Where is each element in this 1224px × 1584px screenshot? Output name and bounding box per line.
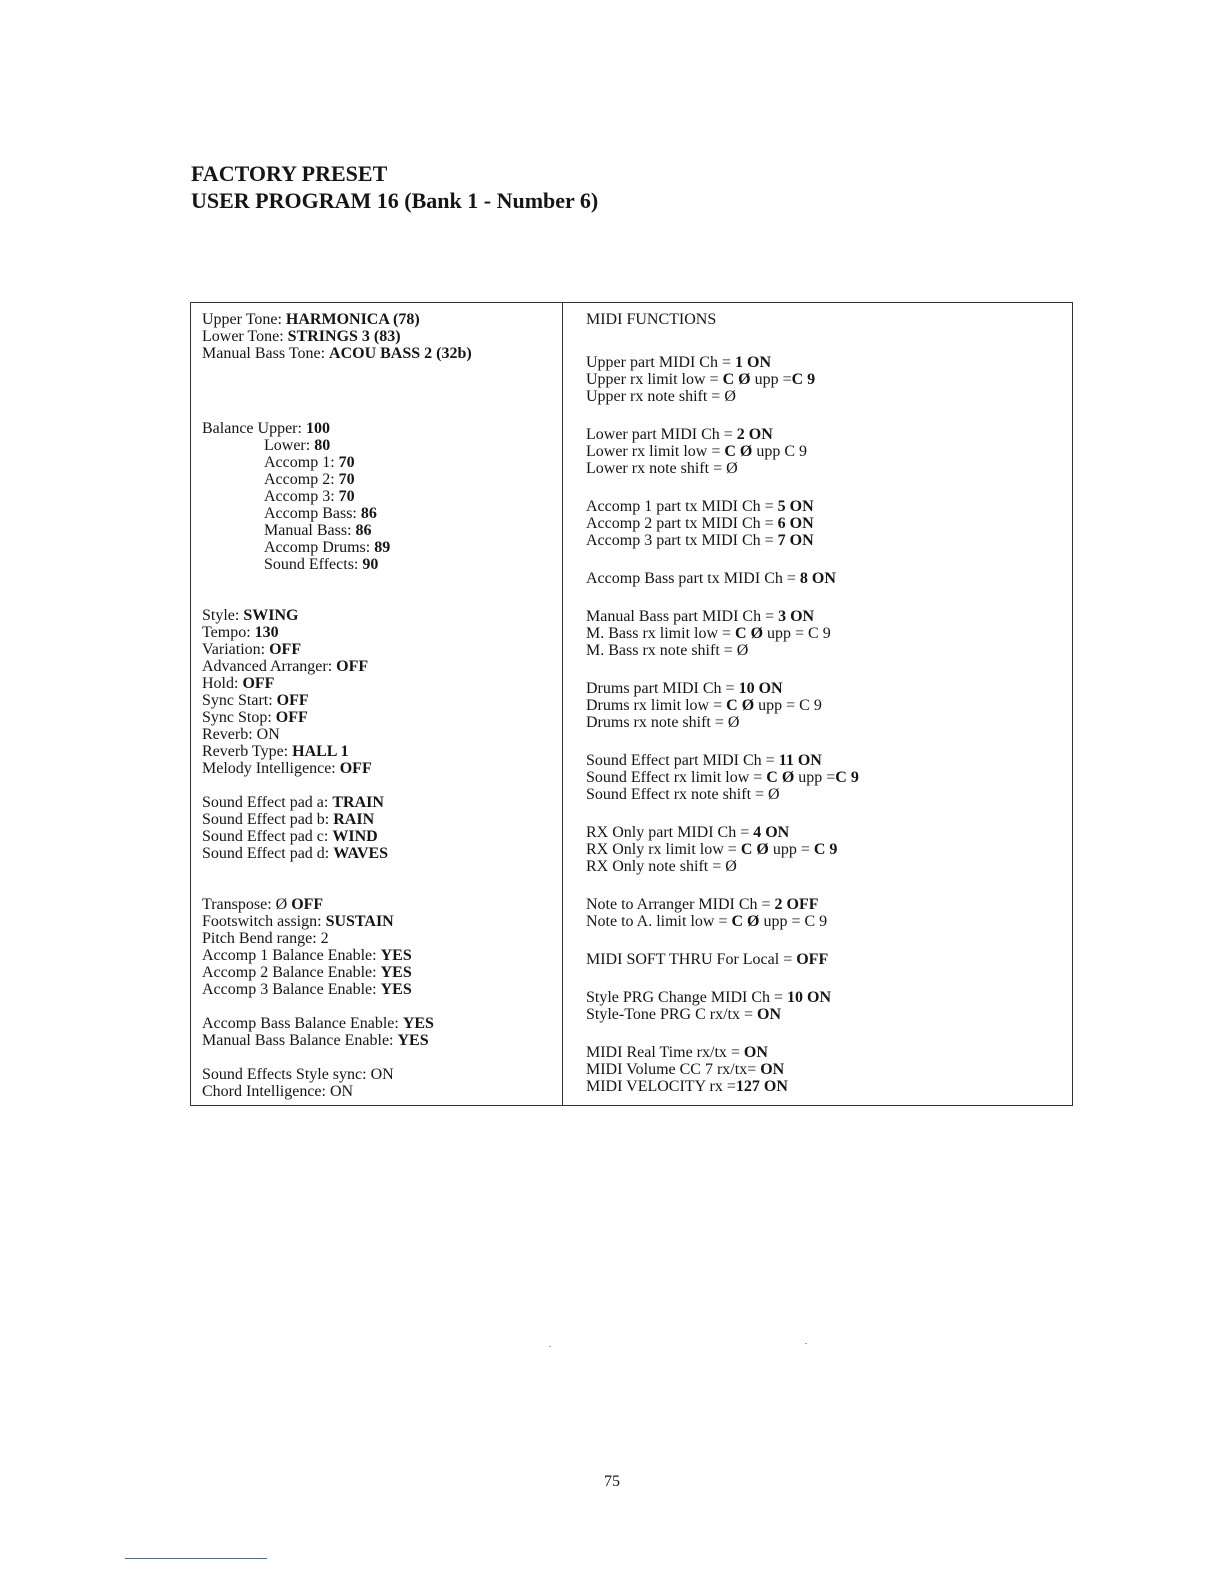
balance-group [202, 420, 472, 573]
lower-midi-group [586, 426, 859, 477]
title-line-1: FACTORY PRESET [191, 161, 388, 186]
setting-row: Sound Effect pad c: WIND [202, 828, 378, 845]
misc-group [202, 896, 472, 998]
setting-row: Lower: 80 [264, 437, 331, 454]
midi-row: M. Bass rx note shift = Ø [586, 642, 749, 659]
setting-row: Manual Bass Tone: ACOU BASS 2 (32b) [202, 345, 472, 362]
soft-thru-group [586, 951, 859, 968]
setting-row: Lower Tone: STRINGS 3 (83) [202, 328, 401, 345]
rx-only-midi-group [586, 824, 859, 875]
setting-row: Sync Start: OFF [202, 692, 309, 709]
midi-row: Sound Effect rx note shift = Ø [586, 786, 780, 803]
setting-row: Reverb: ON [202, 726, 280, 743]
scan-speck [549, 1346, 551, 1347]
setting-row: Manual Bass Balance Enable: YES [202, 1032, 429, 1049]
setting-row: Advanced Arranger: OFF [202, 658, 369, 675]
midi-row: Manual Bass part MIDI Ch = 3 ON [586, 608, 815, 625]
midi-row: Style PRG Change MIDI Ch = 10 ON [586, 989, 832, 1006]
setting-row: Tempo: 130 [202, 624, 279, 641]
tones-group [202, 311, 472, 362]
page-title [191, 160, 598, 214]
accomp-midi-group [586, 498, 859, 549]
setting-row: Sound Effects Style sync: ON [202, 1066, 394, 1083]
setting-row: Variation: OFF [202, 641, 302, 658]
manual-bass-midi-group [586, 608, 859, 659]
setting-row: Hold: OFF [202, 675, 275, 692]
bass-enable-group [202, 1015, 472, 1049]
midi-row: Style-Tone PRG C rx/tx = ON [586, 1006, 782, 1023]
midi-row: Lower part MIDI Ch = 2 ON [586, 426, 773, 443]
setting-row: Reverb Type: HALL 1 [202, 743, 349, 760]
setting-row: Upper Tone: HARMONICA (78) [202, 311, 420, 328]
midi-row: RX Only part MIDI Ch = 4 ON [586, 824, 790, 841]
setting-row: Accomp Bass: 86 [264, 505, 377, 522]
sync-group [202, 1066, 472, 1100]
accomp-bass-midi-group [586, 570, 859, 587]
setting-row: Style: SWING [202, 607, 299, 624]
midi-row: Upper rx note shift = Ø [586, 388, 736, 405]
setting-row: Sound Effect pad d: WAVES [202, 845, 389, 862]
setting-row: Accomp 3 Balance Enable: YES [202, 981, 412, 998]
midi-row: Note to Arranger MIDI Ch = 2 OFF [586, 896, 819, 913]
midi-row: MIDI SOFT THRU For Local = OFF [586, 951, 829, 968]
midi-row: Sound Effect part MIDI Ch = 11 ON [586, 752, 822, 769]
midi-row: Drums part MIDI Ch = 10 ON [586, 680, 783, 697]
style-prg-group [586, 989, 859, 1023]
setting-row: Sync Stop: OFF [202, 709, 308, 726]
setting-row: Balance Upper: 100 [202, 420, 330, 437]
setting-row: Transpose: Ø OFF [202, 896, 324, 913]
midi-row: M. Bass rx limit low = C Ø upp = C 9 [586, 625, 831, 642]
left-column [202, 311, 472, 1100]
title-line-2: USER PROGRAM 16 (Bank 1 - Number 6) [191, 188, 599, 213]
midi-row: Upper part MIDI Ch = 1 ON [586, 354, 771, 371]
style-group [202, 607, 472, 777]
midi-row: Accomp Bass part tx MIDI Ch = 8 ON [586, 570, 836, 587]
midi-row: Accomp 3 part tx MIDI Ch = 7 ON [586, 532, 814, 549]
scan-speck [805, 1343, 807, 1344]
setting-row: Accomp Bass Balance Enable: YES [202, 1015, 434, 1032]
setting-row: Accomp 2 Balance Enable: YES [202, 964, 412, 981]
setting-row: Accomp Drums: 89 [264, 539, 391, 556]
midi-row: MIDI Volume CC 7 rx/tx= ON [586, 1061, 785, 1078]
midi-row: Lower rx note shift = Ø [586, 460, 738, 477]
sound-effect-midi-group [586, 752, 859, 803]
setting-row: Sound Effects: 90 [264, 556, 379, 573]
midi-row: Drums rx limit low = C Ø upp = C 9 [586, 697, 822, 714]
midi-row: Lower rx limit low = C Ø upp C 9 [586, 443, 808, 460]
midi-row: RX Only note shift = Ø [586, 858, 737, 875]
setting-row: Accomp 2: 70 [264, 471, 355, 488]
page-number: 75 [604, 1473, 620, 1490]
setting-row: Chord Intelligence: ON [202, 1083, 354, 1100]
midi-row: Accomp 1 part tx MIDI Ch = 5 ON [586, 498, 814, 515]
setting-row: Accomp 1: 70 [264, 454, 355, 471]
midi-row: Sound Effect rx limit low = C Ø upp =C 9 [586, 769, 859, 786]
midi-row: RX Only rx limit low = C Ø upp = C 9 [586, 841, 838, 858]
setting-row: Accomp 3: 70 [264, 488, 355, 505]
midi-row: Drums rx note shift = Ø [586, 714, 740, 731]
setting-row: Pitch Bend range: 2 [202, 930, 329, 947]
setting-row: Accomp 1 Balance Enable: YES [202, 947, 412, 964]
arranger-midi-group [586, 896, 859, 930]
setting-row: Manual Bass: 86 [264, 522, 372, 539]
setting-row: Sound Effect pad b: RAIN [202, 811, 375, 828]
midi-row: MIDI Real Time rx/tx = ON [586, 1044, 768, 1061]
midi-functions-heading: MIDI FUNCTIONS [586, 311, 717, 328]
setting-row: Footswitch assign: SUSTAIN [202, 913, 394, 930]
midi-row: Note to A. limit low = C Ø upp = C 9 [586, 913, 828, 930]
drums-midi-group [586, 680, 859, 731]
midi-row: Upper rx limit low = C Ø upp =C 9 [586, 371, 816, 388]
column-divider [562, 302, 563, 1106]
scan-edge-line [125, 1558, 267, 1559]
right-column [586, 311, 859, 1095]
setting-row: Sound Effect pad a: TRAIN [202, 794, 384, 811]
upper-midi-group [586, 354, 859, 405]
pads-group [202, 794, 472, 862]
midi-row: MIDI VELOCITY rx =127 ON [586, 1078, 788, 1095]
realtime-group [586, 1044, 859, 1095]
setting-row: Melody Intelligence: OFF [202, 760, 372, 777]
midi-row: Accomp 2 part tx MIDI Ch = 6 ON [586, 515, 814, 532]
